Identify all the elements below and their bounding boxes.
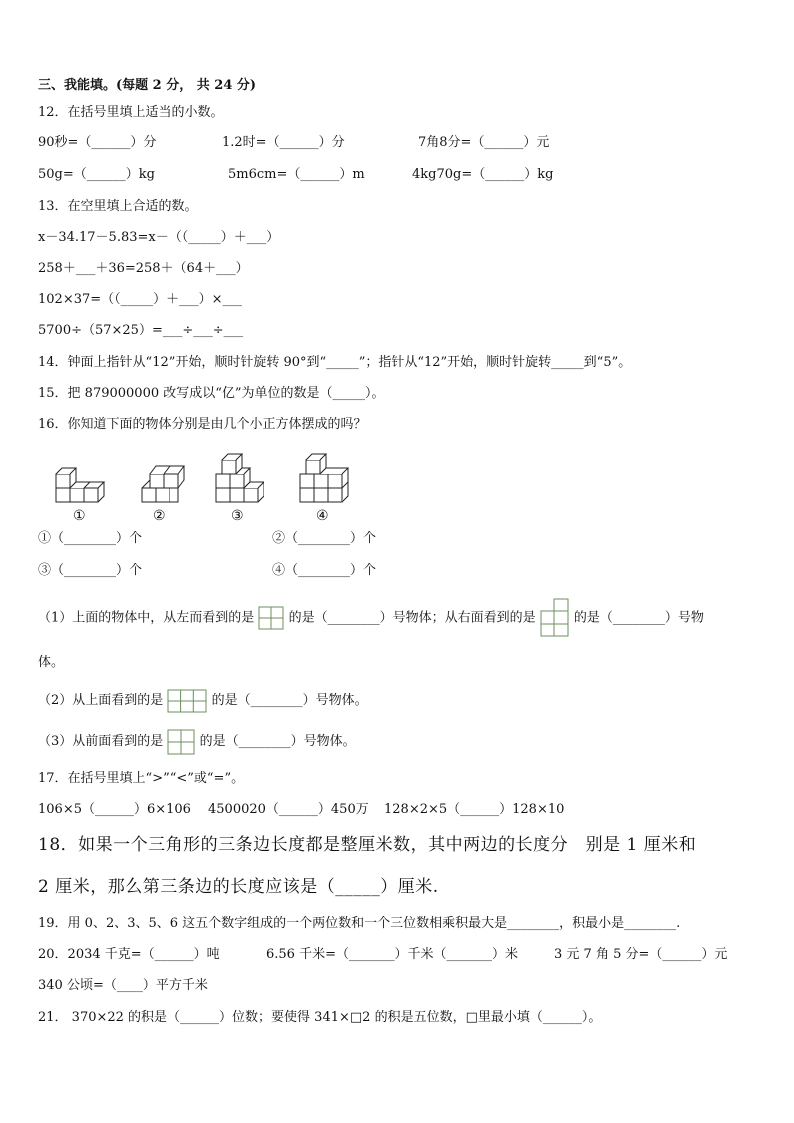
q16-sub1-text: 的是（________）号物体；从右面看到的是 <box>288 610 536 626</box>
q19-text: 19．用 0、2、3、5、6 这五个数字组成的一个两位数和一个三位数相乘积最大是________，积最小是________. <box>38 916 681 931</box>
q16-sub1 <box>38 598 704 639</box>
section-header: 三、我能填。(每题 2 分， 共 24 分) <box>38 78 257 93</box>
cube-figure-3 <box>212 448 264 506</box>
q12-item: 4kg70g=（______）kg <box>412 167 554 182</box>
q16-answer: ②（________）个 <box>272 531 377 546</box>
q14-text: 14．钟面上指针从“12”开始，顺时针旋转 90°到“_____”；指针从“12”开始，顺时针旋转_____到“5”。 <box>38 355 632 370</box>
q17-stem: 17．在括号里填上“>”“<”或“=”。 <box>38 771 245 786</box>
q17-item: 128×2×5（______）128×10 <box>384 802 565 817</box>
q20-item: 6.56 千米=（_______）千米（_______）米 <box>266 947 518 962</box>
q12-item: 1.2时=（______）分 <box>222 135 345 150</box>
q16-sub3-text: （3）从前面看到的是 <box>38 734 164 749</box>
q12-item: 7角8分=（______）元 <box>418 135 550 150</box>
view-grid-2x2-icon <box>258 606 284 630</box>
figure-label-4: ④ <box>316 508 329 524</box>
cube-figure-2 <box>138 456 186 506</box>
q12-item: 50g=（______）kg <box>38 167 155 182</box>
q21-text: 21． 370×22 的积是（______）位数；要使得 341×□2 的积是五位数，□里最小填（______）。 <box>38 1010 602 1025</box>
q16-sub2 <box>38 688 368 714</box>
q17-item: 106×5（______）6×106 <box>38 802 191 817</box>
q20-item: 20．2034 千克=（______）吨 <box>38 947 220 962</box>
q16-sub1-text: （1）上面的物体中，从左而看到的是 <box>38 610 255 626</box>
view-grid-3x2-icon <box>167 689 207 713</box>
q13-line: 258＋___＋36=258＋（64＋___） <box>38 261 249 276</box>
q20-item: 3 元 7 角 5 分=（______）元 <box>554 947 728 962</box>
q16-stem: 16．你知道下面的物体分别是由几个小正方体摆成的吗？ <box>38 417 367 432</box>
q16-sub1-end: 体。 <box>38 655 65 670</box>
q12-stem: 12．在括号里填上适当的小数。 <box>38 105 224 120</box>
q16-sub2-text: （2）从上面看到的是 <box>38 693 164 708</box>
q16-sub1-text: 的是（________）号物 <box>573 610 704 626</box>
cube-figure-1 <box>52 458 108 506</box>
q16-sub2-text: 的是（________）号物体。 <box>211 693 368 708</box>
view-grid-2x2-front-icon <box>167 729 195 755</box>
q13-line: x－34.17－5.83=x－（（_____）＋___） <box>38 230 280 245</box>
figure-label-2: ② <box>153 508 166 524</box>
view-l-shape-icon <box>540 598 570 638</box>
q16-answer: ①（________）个 <box>38 531 143 546</box>
q18-line2: 2 厘米，那么第三条边的长度应该是（_____）厘米. <box>38 877 439 897</box>
q16-sub3 <box>38 728 356 756</box>
figure-label-1: ① <box>73 508 86 524</box>
q16-answer: ④（________）个 <box>272 563 377 578</box>
q12-item: 90秒=（______）分 <box>38 135 157 150</box>
q18-line1: 18．如果一个三角形的三条边长度都是整厘米数，其中两边的长度分 别是 1 厘米和 <box>38 835 697 855</box>
q13-stem: 13．在空里填上合适的数。 <box>38 199 198 214</box>
q13-line: 102×37=（（_____）＋___）×___ <box>38 292 243 307</box>
q13-line: 5700÷（57×25）=___÷___÷___ <box>38 323 244 338</box>
q17-item: 4500020（______）450万 <box>208 802 369 817</box>
figure-label-3: ③ <box>231 508 244 524</box>
q20-item: 340 公顷=（____）平方千米 <box>38 978 208 993</box>
q15-text: 15．把 879000000 改写成以“亿”为单位的数是（_____）。 <box>38 386 385 401</box>
q16-sub3-text: 的是（________）号物体。 <box>199 734 356 749</box>
cube-figure-4 <box>296 448 356 506</box>
q12-item: 5m6cm=（______）m <box>228 167 365 182</box>
q16-answer: ③（________）个 <box>38 563 143 578</box>
